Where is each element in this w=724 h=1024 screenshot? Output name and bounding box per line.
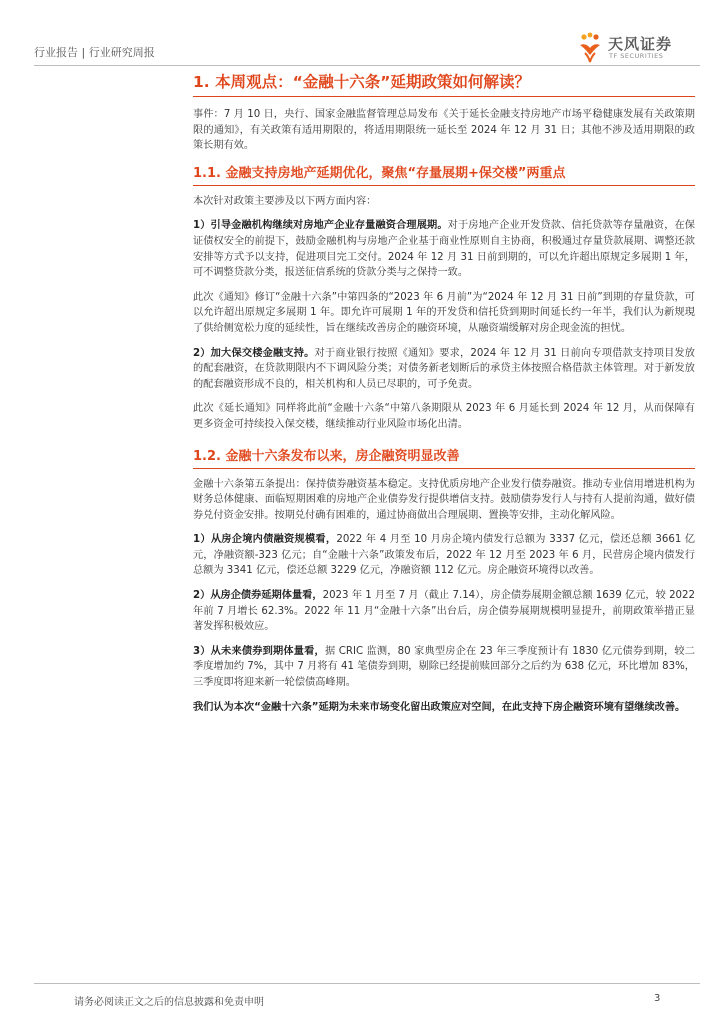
point-1-paragraph [193, 218, 695, 280]
header-divider [34, 65, 700, 66]
conclusion-paragraph: 我们认为本次“金融十六条”延期为未来市场变化留出政策应对空间，在此支持下房企融资环境有望继续改善。 [193, 701, 686, 713]
extension-analysis-paragraph: 此次《延长通知》同样将此前“金融十六条“中第八条期限从 2023 年 6 月延长到 2024 年 12 月，从而保障有更多资金可持续投入保交楼，继续推动行业风险市场化出清。 [193, 403, 695, 430]
bond-maturity-body: 据 CRIC 监测，80 家典型房企在 23 年三季度预计有 1830 亿元债券到期，较二季度增加约 7%，其中 7 月将有 41 笔债券到期，剔除已经提前赎回部分之后约为 638 亿元，环比增加 83%，三季度即将迎来新一轮偿债高峰期。 [193, 645, 696, 689]
brand-name-cn: 天风证券 [608, 35, 673, 53]
bond-extension-lead: 2）从房企债券延期体量看， [193, 590, 323, 602]
section-1-rule [193, 96, 695, 97]
point-1-lead: 1）引导金融机构继续对房地产企业存量融资合理展期。 [193, 220, 448, 232]
bond-extension-body: 2023 年 1 月至 7 月（截止 7.14），房企债券展期金额总额 1639 亿元，较 2022 年前 7 月增长 62.3%。2022 年 11 月“金融十六条”出台后，房企债券展期规模明显提升，前期政策举措正显著发挥积极效应。 [193, 590, 696, 633]
point-2-paragraph [193, 346, 695, 393]
bond-maturity-paragraph [193, 644, 695, 691]
bond-financing-body: 2022 年 4 月至 10 月房企境内债发行总额为 3337 亿元，偿还总额 3661 亿元，净融资额-323 亿元；自“金融十六条”政策发布后，2022 年 12 月至 2023 年 6 月，民营房企境内债发行总额为 3341 亿元，偿还总额 3229 亿元，净融资额 112 亿元。房企融资环境得以改善。 [193, 534, 695, 577]
report-body [193, 70, 695, 715]
section-1-2-intro: 金融十六条第五条提出：保持债券融资基本稳定。支持优质房地产企业发行债券融资。推动专业信用增进机构为财务总体健康、面临短期困难的房地产企业债券发行提供增信支持。鼓励债券发行人与持有人提前沟通，做好债券兑付资金安排。按期兑付确有困难的，通过协商做出合理展期、置换等安排，主动化解风险。 [193, 478, 695, 521]
bond-financing-paragraph [193, 532, 695, 579]
page-footer [34, 983, 704, 1008]
section-1-1-rule [193, 185, 695, 186]
bond-extension-paragraph [193, 588, 695, 635]
page-header [34, 30, 704, 68]
bond-maturity-lead: 3）从未来债券到期体量看， [193, 645, 325, 657]
report-type-label: 行业报告 | 行业研究周报 [34, 46, 155, 59]
point-2-body: 对于商业银行按照《通知》要求，2024 年 12 月 31 日前向专项借款支持项目发放的配套融资，在贷款期限内不下调风险分类；对债务新老划断后的承贷主体按照合格借款主体管理。对于新发放的配套融资形成不良的，相关机构和人员已尽职的，可予免责。 [193, 347, 695, 390]
footer-divider [34, 983, 700, 984]
section-1-1-intro: 本次针对政策主要涉及以下两方面内容： [193, 195, 377, 207]
section-1-2-title: 1.2. 金融十六条发布以来，房企融资明显改善 [193, 448, 460, 464]
section-1-title: 1. 本周观点：“金融十六条”延期政策如何解读？ [193, 73, 530, 91]
point-1-body: 对于房地产企业开发贷款、信托贷款等存量融资，在保证债权安全的前提下，鼓励金融机构与房地产企业基于商业性原则自主协商，积极通过存量贷款展期、调整还款安排等方式予以支持，促进项目完工交付。2024 年 12 月 31 日前到期的，可以允许超出原规定多展期 1 年，可不调整贷款分类，报送征信系统的贷款分类与之保持一致。 [193, 220, 695, 279]
event-paragraph: 事件：7 月 10 日，央行、国家金融监督管理总局发布《关于延长金融支持房地产市场平稳健康发展有关政策期限的通知》，有关政策有适用期限的，将适用期限统一延长至 2024 年 12 月 31 日；其他不涉及适用期限的政策长期有效。 [193, 109, 695, 152]
section-1-1-title: 1.1. 金融支持房地产延期优化，聚焦“存量展期+保交楼”两重点 [193, 165, 566, 181]
point-2-lead: 2）加大保交楼金融支持。 [193, 347, 315, 359]
section-1-2-rule [193, 468, 695, 469]
brand-logo [574, 30, 702, 64]
brand-name-en: TF SECURITIES [609, 52, 664, 60]
page-number: 3 [654, 993, 661, 1004]
disclaimer-text: 请务必阅读正文之后的信息披露和免责申明 [74, 997, 264, 1008]
notice-analysis-paragraph: 此次《通知》修订“金融十六条”中第四条的“2023 年 6 月前”为“2024 年 12 月 31 日前”到期的存量贷款，可以允许超出原规定多展期 1 年。即允许可展期 1 年的开发贷和信托贷到期时间延长约一年半，我们认为新规現了供给侧宽松力度的延续性，旨在继续改善房企的融资环境，从融资端缓解对房企现金流的担忧。 [193, 291, 695, 334]
bond-financing-lead: 1）从房企境内债融资规模看， [193, 534, 337, 546]
tf-logo-icon [574, 31, 606, 63]
